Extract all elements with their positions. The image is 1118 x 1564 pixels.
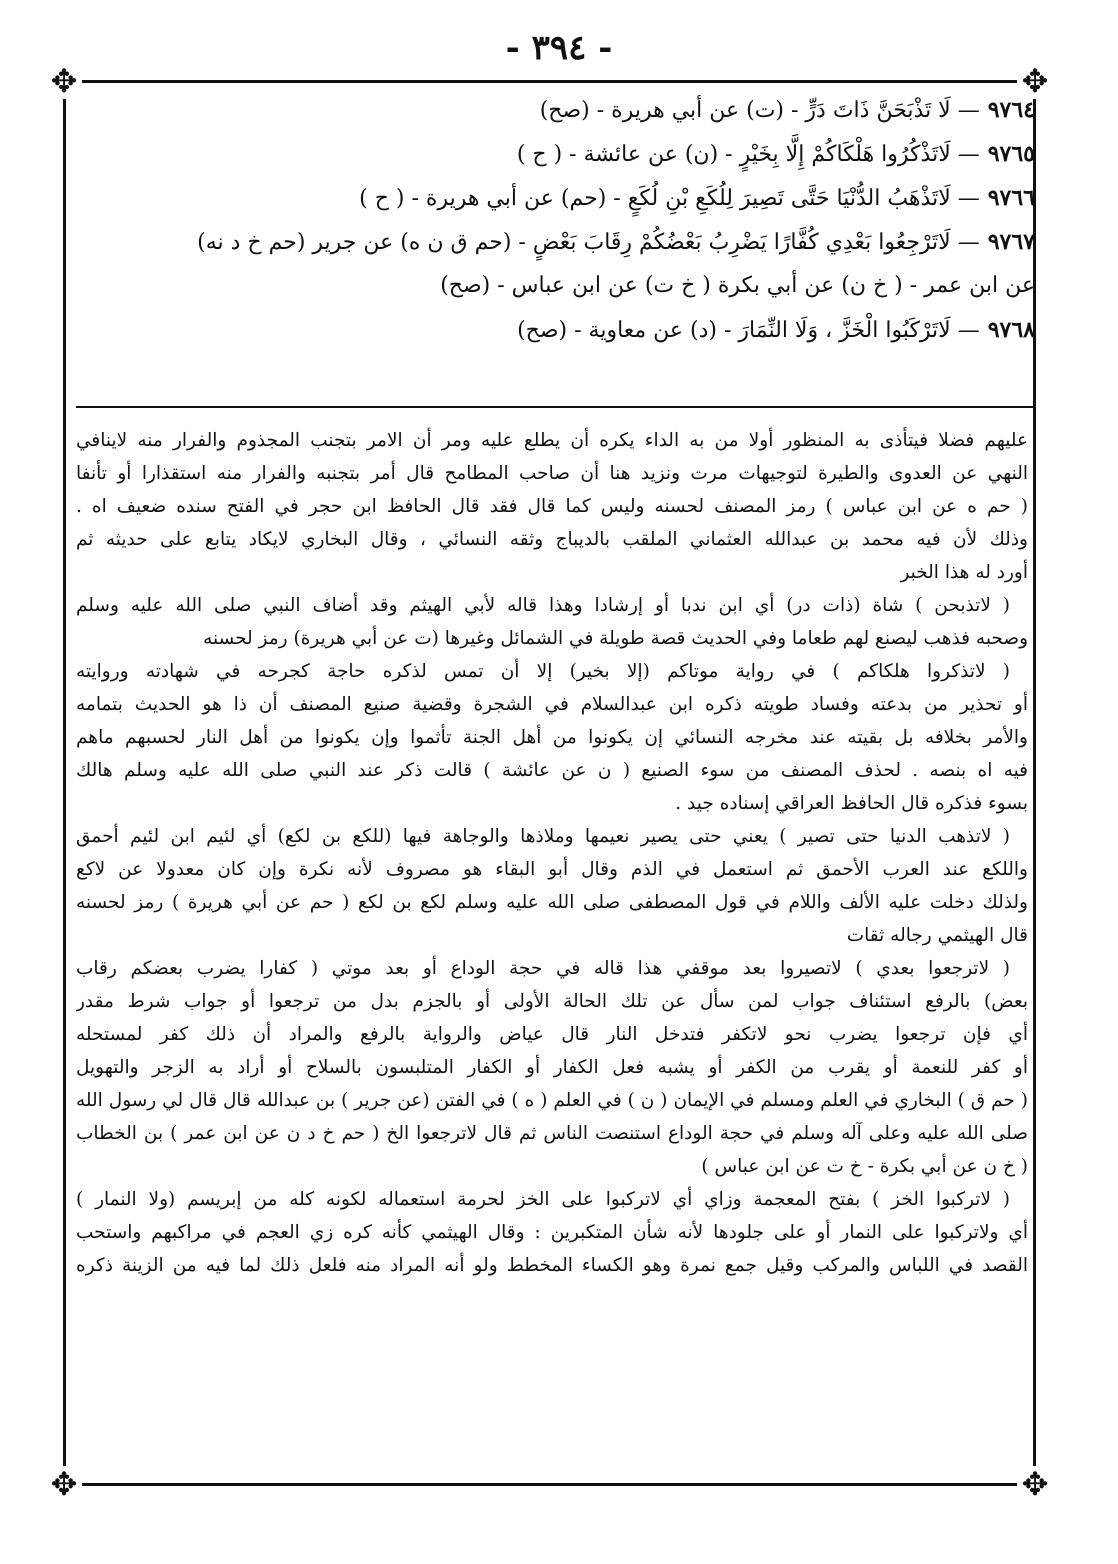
commentary-paragraph — [76, 952, 1028, 1183]
hadith-number: ٩٧٦٦ — [987, 185, 1035, 211]
corner-ornament-icon: ✥ — [1017, 1466, 1053, 1502]
commentary-line: ( لاترجعوا بعدي ) لاتصيروا بعد موقفي هذا قاله في حجة الوداع أو بعد موتي ( كفارا يضرب بعضكم رقاب — [76, 958, 1010, 979]
commentary-section — [76, 424, 1028, 1282]
commentary-line: ( لاتركبوا الخز ) بفتح المعجمة وزاي أي لاتركبوا على الخز لحرمة استعماله لكونه كله من إبريسم (ولا النمار ) — [76, 1189, 1010, 1210]
commentary-line: أي فإن ترجعوا يضرب نحو لاتكفر فتدخل النار قال عياض والرواية بالرفع والمراد أن ذلك كفر لمستحله — [76, 1024, 1028, 1045]
commentary-line: أورد له هذا الخبر — [900, 562, 1028, 583]
commentary-line: ( حم ق ) البخاري في العلم ومسلم في الإيمان ( ن ) في العلم ( ه ) في الفتن (عن جرير ) بن عبدالله قال قال لي رسول الله — [76, 1090, 1028, 1111]
hadith-text: — لَاتَرْكَبُوا الْخَزَّ ، وَلَا النِّمَارَ - (د) عن معاوية - (صح) — [517, 318, 980, 343]
commentary-line: وذلك لأن فيه محمد بن عبدالله العثماني الملقب بالديباج وثقه النسائي ، وقال البخاري لايكاد يتابع على حديثه ثم — [76, 529, 1028, 550]
commentary-paragraph — [76, 424, 1028, 589]
hadith-entry — [70, 132, 1035, 176]
hadith-entry — [70, 88, 1035, 132]
commentary-line: أي ولاتركبوا على النمار أو على جلودها لأنه شأن المتكبرين : وقال الهيثمي كأنه كره زي العجم في مراكبهم واستحب — [76, 1222, 1028, 1243]
commentary-line: ( لاتذهب الدنيا حتى تصير ) يعني حتى يصير نعيمها وملاذها والوجاهة فيها (للكع بن لكع) أي لئيم ابن لئيم أحمق — [76, 826, 1010, 847]
hadith-text: — لَاتَذْكُرُوا هَلْكَاكُمْ إِلَّا بِخَيْرٍ - (ن) عن عائشة - ( ح ) — [516, 142, 980, 167]
hadith-entry — [70, 176, 1035, 220]
hadith-continuation — [70, 264, 1035, 308]
commentary-line: ( حم ه عن ابن عباس ) رمز المصنف لحسنه وليس كما قال فقد قال الحافظ ابن حجر في الفتح سنده ضعيف اه . — [76, 496, 1028, 517]
commentary-line: ( لاتذكروا هلكاكم ) في رواية موتاكم (إلا بخير) إلا أن تمس لذكره حاجة كجرحه في شهادته وروايته — [76, 661, 1010, 682]
hadith-entry — [70, 220, 1035, 264]
hadith-text: عن ابن عمر - ( خ ن) عن أبي بكرة ( خ ت) عن ابن عباس - (صح) — [440, 273, 1035, 298]
commentary-line: واللكع عند العرب الأحمق ثم استعمل في الذم وقال أبو البقاء هو مصروف لأنه نكرة وإن كان معدولا عن لاكع — [76, 859, 1028, 880]
commentary-paragraph — [76, 820, 1028, 952]
hadith-text: — لَاتَذْهَبُ الدُّنْيَا حَتَّى تَصِيرَ لِلُكَعِ بْنِ لُكَعٍ - (حم) عن أبي هريرة - ( ح ) — [359, 186, 980, 211]
hadith-number: ٩٧٦٤ — [987, 97, 1035, 123]
commentary-line: بسوء فذكره قال الحافظ العراقي إسناده جيد . — [675, 793, 1028, 814]
commentary-line: ( خ ن عن أبي بكرة - خ ت عن ابن عباس ) — [701, 1156, 1028, 1177]
hadith-text: — لَاتَرْجِعُوا بَعْدِي كُفَّارًا يَضْرِبُ بَعْضُكُمْ رِقَابَ بَعْضٍ - (حم ق ن ه) عن جرير (حم خ د نه) — [197, 230, 980, 255]
commentary-line: أو كفر للنعمة أو يقرب من الكفر أو يشبه فعل الكفار أو الكفار المتلبسون بالسلاح أو أراد به الزجر والتهويل — [76, 1057, 1028, 1078]
frame-border-bottom — [64, 1483, 1036, 1486]
commentary-paragraph — [76, 1183, 1028, 1282]
commentary-line: أو تحذير من بدعته وفساد طويته ذكره ابن عبدالسلام في الشجرة وقضية صنيع المصنف أن ذا هو الحديث بتمامه — [76, 694, 1028, 715]
hadith-entry — [70, 308, 1035, 352]
hadith-list — [70, 88, 1035, 352]
commentary-line: فيه اه بنصه . لحذف المصنف من سوء الصنيع ( ن عن عائشة ) قالت ذكر عند النبي صلى الله عليه وسلم هالك — [76, 760, 1028, 781]
commentary-line: قال الهيثمي رجاله ثقات — [846, 925, 1028, 946]
corner-ornament-icon: ✥ — [46, 1466, 82, 1502]
commentary-line: وصحبه فذهب ليصنع لهم طعاما وفي الحديث قصة طويلة في الشمائل وغيرها (ت عن أبي هريرة) رمز لحسنه — [203, 628, 1028, 649]
frame-border-left — [63, 84, 66, 1482]
page-number: - ٣٩٤ - — [505, 28, 613, 68]
hadith-number: ٩٧٦٨ — [987, 317, 1035, 343]
hadith-number: ٩٧٦٥ — [987, 141, 1035, 167]
commentary-line: القصد في اللباس والمركب وقيل جمع نمرة وهو الكساء المخطط ولو أنه المراد منه فلعل ذلك لما فيه من الزينة ذكره — [76, 1255, 1028, 1276]
hadith-text: — لَا تَذْبَحَنَّ ذَاتَ دَرٍّ - (ت) عن أبي هريرة - (صح) — [539, 98, 980, 123]
commentary-line: ( لاتذبحن ) شاة (ذات در) أي ابن ندبا أو إرشادا وهذا قاله لأبي الهيثم وقد أضاف النبي صلى الله عليه وسلم — [76, 595, 1010, 616]
corner-ornament-icon: ✥ — [1017, 63, 1053, 99]
commentary-line: عليهم فضلا فيتأذى به المنظور أولا من به الداء يكره أن يطلع عليه ومر أن الامر بتجنب المجذوم والفرار منه لاينافي — [76, 430, 1028, 451]
commentary-line: النهي عن العدوى والطيرة لتوجيهات مرت ونزيد هنا أن صاحب المطامح قال أمر بتجنبه والفرار منه استقذارا أو تأنفا — [76, 463, 1028, 484]
commentary-paragraph — [76, 589, 1028, 655]
corner-ornament-icon: ✥ — [46, 63, 82, 99]
commentary-line: صلى الله عليه وعلى آله وسلم في حجة الوداع استنصت الناس ثم قال لاترجعوا الخ ( حم خ د ن عن ابن عمر ) بن الخطاب — [76, 1123, 1028, 1144]
hadith-number: ٩٧٦٧ — [987, 229, 1035, 255]
commentary-paragraph — [76, 655, 1028, 820]
commentary-line: بعض) بالرفع استئناف جواب لمن سأل عن تلك الحالة الأولى أو بالجزم بدل من ترجعوا أو جواب شرط مقدر — [76, 991, 1028, 1012]
commentary-line: والأمر بخلافه بل بقيته عند مخرجه النسائي إن يكونوا من أهل الجنة تأثموا وإن يكونوا من أهل النار لحسبهم ماهم — [76, 727, 1028, 748]
frame-border-top — [64, 80, 1036, 83]
commentary-line: ولذلك دخلت عليه الألف واللام في قول المصطفى صلى الله عليه وسلم لكع بن لكع ( حم عن أبي هريرة ) رمز لحسنه — [76, 892, 1028, 913]
section-divider — [76, 406, 1034, 408]
